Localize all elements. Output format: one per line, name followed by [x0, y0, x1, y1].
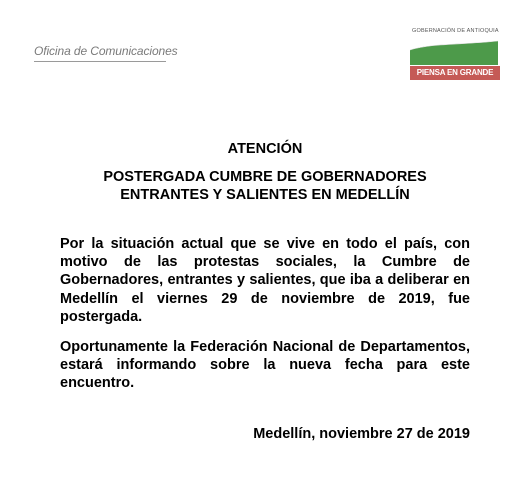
dateline: Medellín, noviembre 27 de 2019: [253, 426, 470, 442]
flag-icon: [410, 37, 498, 65]
gobernacion-logo: [410, 28, 500, 80]
headline-line-2: ENTRANTES Y SALIENTES EN MEDELLÍN: [120, 187, 410, 203]
body-paragraph-1: Por la situación actual que se vive en todo el país, con motivo de las protestas sociales, la Cumbre de Gobernadores, entrantes y salientes, que iba a deliberar en Medellín el viernes 29 de noviembre de 2019, fue postergada.: [60, 236, 470, 325]
logo-organization: GOBERNACIÓN DE ANTIOQUIA: [412, 28, 499, 34]
headline-line-1: POSTERGADA CUMBRE DE GOBERNADORES: [103, 169, 427, 185]
attention-label: ATENCIÓN: [227, 141, 303, 157]
header-divider: [34, 61, 166, 62]
logo-slogan: PIENSA EN GRANDE: [410, 66, 500, 80]
headline: [60, 168, 470, 204]
office-header: [34, 44, 178, 62]
office-name: Oficina de Comunicaciones: [34, 44, 178, 58]
body-paragraph-2: Oportunamente la Federación Nacional de Departamentos, estará informando sobre la nueva fecha para este encuentro.: [60, 339, 470, 392]
